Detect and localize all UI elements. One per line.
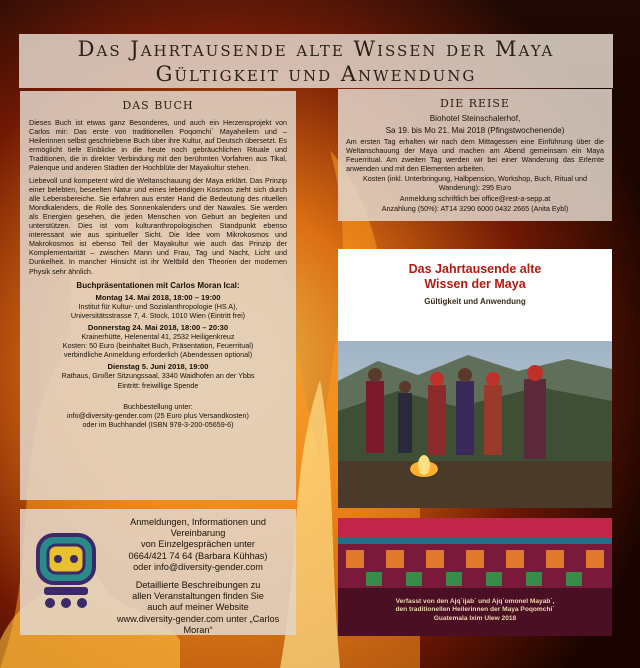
trip-dates: Sa 19. bis Mo 21. Mai 2018 (Pfingstwochenende)	[385, 125, 565, 135]
book-paragraph-1: Dieses Buch ist etwas ganz Besonderes, und auch ein Herzensprojekt von Carlos mir: Das erste von traditionellen Poqomchi´ Mayaheilern und – Heilerinnen selbst geschriebene Buch über ihre Kultur, auf Deutsch übersetzt. Es ermöglicht tiefe Einblicke in die heute noch gebräuchlichen Rituale und Traditionen, die in direkter Verbindung mit den berühmten Vorfahren aus Tikal, Palenque und anderen Städten der Hochblüte der Mayakultur stehen.	[29, 118, 287, 173]
order-isbn: oder im Buchhandel (ISBN 978-3-200-05659-6)	[82, 419, 234, 429]
event-3-line-1: Rathaus, Großer Sitzungssaal, 3340 Waidhofen an der Ybbs	[61, 371, 255, 381]
event-2-line-3: verbindliche Anmeldung erforderlich (Abendessen optional)	[63, 350, 253, 360]
order-label: Buchbestellung unter:	[123, 401, 193, 411]
main-title: Das Jahrtausende alte Wissen der Maya	[77, 37, 555, 61]
event-1-line-1: Institut für Kultur- und Sozialanthropologie (HS A),	[78, 301, 238, 311]
event-1	[29, 293, 287, 320]
event-3	[29, 362, 287, 389]
contact-line-6: allen Veranstaltungen finden Sie	[132, 591, 264, 602]
contact-email[interactable]: oder info@diversity-gender.com	[133, 561, 263, 572]
cover-title	[338, 262, 612, 292]
credit-line-1: Verfasst von den Ajq´ijab´ und Ajq´omonel Mayab´,	[395, 598, 555, 605]
book-cover	[338, 249, 612, 508]
contact-panel	[20, 509, 296, 635]
event-2-line-2: Kosten: 50 Euro (beinhaltet Buch, Präsentation, Feuerritual)	[62, 341, 254, 351]
maya-healers-photo	[338, 341, 612, 508]
trip-description: Am ersten Tag erhalten wir nach dem Mittagessen eine Einführung über die Weltanschauung der Maya und machen am Abend gemeinsam ein Maya Feuerritual. Am zweiten Tag werden wir bei einer Wanderung das Erlernte anwenden und mit den Elementen arbeiten.	[346, 137, 604, 174]
trip-hotel: Biohotel Steinschalerhof,	[429, 114, 521, 123]
contact-line-2: von Einzelgesprächen unter	[141, 539, 255, 550]
event-2	[29, 323, 287, 359]
event-1-date: Montag 14. Mai 2018, 18:00 – 19:00	[95, 292, 221, 302]
cover-credit	[338, 598, 612, 623]
event-1-line-2: Universitätsstrasse 7, 4. Stock, 1010 Wien (Eintritt frei)	[70, 310, 246, 320]
credit-line-2: den traditionellen Heilerinnen der Maya Poqomchi´	[395, 606, 555, 614]
event-2-date: Donnerstag 24. Mai 2018, 18:00 – 20:30	[87, 322, 229, 332]
event-3-date: Dienstag 5. Juni 2018, 19:00	[107, 362, 209, 372]
contact-website[interactable]: www.diversity-gender.com unter „Carlos Moran“	[116, 613, 280, 635]
contact-line-7: auch auf meiner Website	[147, 602, 249, 613]
contact-phone[interactable]: 0664/421 74 64 (Barbara Kühhas)	[128, 550, 268, 561]
trip-cost: Kosten (inkl. Unterbringung, Halbpension, Workshop, Buch, Ritual und Wanderung): 295 Euro	[362, 174, 587, 193]
trip-heading: DIE REISE	[440, 97, 510, 110]
cover-subtitle: Gültigkeit und Anwendung	[424, 297, 526, 306]
book-paragraph-2: Liebevoll und kompetent wird die Weltanschauung der Maya erklärt. Das Prinzip einer belebten, beseelten Natur und eines lebendigen Kosmos zieht sich durch alle Lebensbereiche. Sie erfahren aus erster Hand die Bedeutung des rituellen Mondkalenders, die Rolle des Sonnenkalenders und der Nawales. Sie werden als Energien gesehen, die jeden Menschen von Geburt an begleiten und unterstützen. Dies ist vom kulturanthropologischen Standpunkt ebenso interessant wie aus spiritueller Sicht. Die Idee vom Mikrokosmos und Makrokosmos ist ebenso Teil der Mayakultur wie auch das Prinzip der Komplementarität – zwischen Mann und Frau, Tag und Nacht, Licht und Dunkelheit. In mancher Hinsicht ist ihr Weltbild den Theorien der modernen Physik sehr ähnlich.	[29, 175, 287, 276]
credit-line-3: Guatemala Ixim Ulew 2018	[433, 614, 517, 622]
trip-deposit: Anzahlung (50%): AT14 3290 6000 0432 2665 (Anita Eybl)	[381, 203, 569, 213]
maya-glyph-logo	[34, 531, 98, 611]
order-email[interactable]: info@diversity-gender.com (25 Euro plus Versandkosten)	[67, 410, 249, 420]
title-banner	[19, 34, 613, 88]
cover-title-line-1: Das Jahrtausende alte	[408, 262, 542, 276]
contact-line-5: Detaillierte Beschreibungen zu	[135, 580, 261, 591]
event-3-line-2: Eintritt: freiwillige Spende	[117, 380, 199, 390]
presentations-title: Buchpräsentationen mit Carlos Moran Ical:	[76, 280, 240, 290]
trip-panel	[338, 89, 612, 221]
trip-signup: Anmeldung schriftlich bei office@rest-a-sepp.at	[399, 193, 551, 203]
book-heading: DAS BUCH	[122, 99, 194, 112]
book-order-info	[29, 402, 287, 429]
event-2-line-1: Krainerhütte, Helenental 41, 2532 Heiligenkreuz	[81, 332, 235, 342]
book-panel	[20, 91, 296, 500]
main-subtitle: Gültigkeit und Anwendung	[155, 62, 477, 86]
cover-title-line-2: Wissen der Maya	[424, 277, 526, 291]
contact-line-1: Anmeldungen, Informationen und Vereinbarung	[130, 517, 266, 539]
